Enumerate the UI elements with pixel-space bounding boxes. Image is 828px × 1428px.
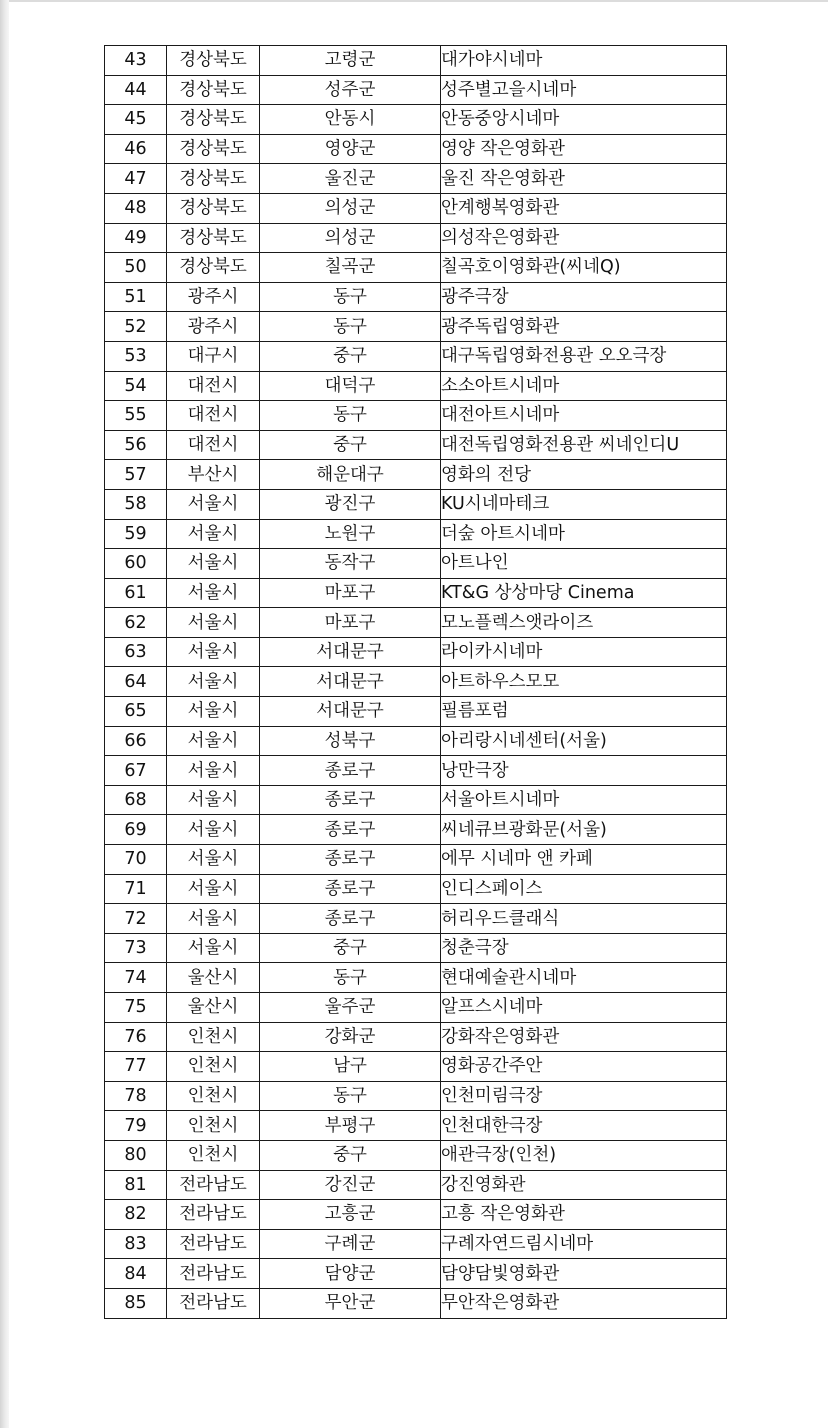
theater-name-cell: 안동중앙시네마 [441, 105, 727, 135]
province-cell: 경상북도 [167, 105, 260, 135]
page-top-edge [9, 0, 828, 2]
table-row [105, 993, 727, 1023]
table-row [105, 1111, 727, 1141]
district-cell: 강진군 [260, 1170, 441, 1200]
row-number: 77 [105, 1052, 167, 1082]
district-cell: 강화군 [260, 1022, 441, 1052]
row-number: 45 [105, 105, 167, 135]
row-number: 59 [105, 519, 167, 549]
theater-name-cell: 대구독립영화전용관 오오극장 [441, 341, 727, 371]
table-row [105, 904, 727, 934]
province-cell: 서울시 [167, 637, 260, 667]
province-cell: 경상북도 [167, 253, 260, 283]
theater-table-body [105, 46, 727, 1319]
theater-name-cell: 인천미림극장 [441, 1081, 727, 1111]
row-number: 48 [105, 193, 167, 223]
district-cell: 성북구 [260, 726, 441, 756]
row-number: 57 [105, 460, 167, 490]
province-cell: 인천시 [167, 1140, 260, 1170]
theater-name-cell: 대전아트시네마 [441, 401, 727, 431]
district-cell: 안동시 [260, 105, 441, 135]
table-row [105, 164, 727, 194]
table-row [105, 1140, 727, 1170]
province-cell: 서울시 [167, 667, 260, 697]
district-cell: 중구 [260, 1140, 441, 1170]
theater-name-cell: 울진 작은영화관 [441, 164, 727, 194]
row-number: 46 [105, 134, 167, 164]
row-number: 74 [105, 963, 167, 993]
district-cell: 의성군 [260, 223, 441, 253]
province-cell: 서울시 [167, 578, 260, 608]
district-cell: 동구 [260, 282, 441, 312]
province-cell: 경상북도 [167, 46, 260, 76]
theater-name-cell: 광주극장 [441, 282, 727, 312]
theater-name-cell: 서울아트시네마 [441, 785, 727, 815]
row-number: 71 [105, 874, 167, 904]
row-number: 62 [105, 608, 167, 638]
province-cell: 광주시 [167, 312, 260, 342]
theater-name-cell: 모노플렉스앳라이즈 [441, 608, 727, 638]
table-row [105, 874, 727, 904]
row-number: 73 [105, 933, 167, 963]
table-row [105, 489, 727, 519]
theater-name-cell: 안계행복영화관 [441, 193, 727, 223]
district-cell: 해운대구 [260, 460, 441, 490]
row-number: 63 [105, 637, 167, 667]
district-cell: 부평구 [260, 1111, 441, 1141]
row-number: 64 [105, 667, 167, 697]
table-row [105, 1170, 727, 1200]
district-cell: 중구 [260, 430, 441, 460]
district-cell: 울주군 [260, 993, 441, 1023]
row-number: 72 [105, 904, 167, 934]
row-number: 82 [105, 1200, 167, 1230]
theater-name-cell: 씨네큐브광화문(서울) [441, 815, 727, 845]
theater-name-cell: 아리랑시네센터(서울) [441, 726, 727, 756]
province-cell: 울산시 [167, 963, 260, 993]
table-row [105, 1200, 727, 1230]
theater-name-cell: 아트나인 [441, 549, 727, 579]
theater-name-cell: 낭만극장 [441, 756, 727, 786]
table-row [105, 401, 727, 431]
province-cell: 서울시 [167, 549, 260, 579]
row-number: 75 [105, 993, 167, 1023]
row-number: 84 [105, 1259, 167, 1289]
province-cell: 경상북도 [167, 164, 260, 194]
district-cell: 동구 [260, 1081, 441, 1111]
table-row [105, 549, 727, 579]
row-number: 51 [105, 282, 167, 312]
district-cell: 종로구 [260, 785, 441, 815]
province-cell: 경상북도 [167, 223, 260, 253]
table-row [105, 726, 727, 756]
table-row [105, 460, 727, 490]
theater-name-cell: 영화의 전당 [441, 460, 727, 490]
row-number: 83 [105, 1229, 167, 1259]
district-cell: 종로구 [260, 874, 441, 904]
district-cell: 종로구 [260, 815, 441, 845]
theater-name-cell: 인천대한극장 [441, 1111, 727, 1141]
province-cell: 경상북도 [167, 75, 260, 105]
row-number: 43 [105, 46, 167, 76]
district-cell: 종로구 [260, 845, 441, 875]
row-number: 78 [105, 1081, 167, 1111]
theater-table [104, 45, 727, 1319]
table-row [105, 697, 727, 727]
row-number: 58 [105, 489, 167, 519]
theater-name-cell: 인디스페이스 [441, 874, 727, 904]
row-number: 49 [105, 223, 167, 253]
table-row [105, 371, 727, 401]
district-cell: 서대문구 [260, 637, 441, 667]
district-cell: 칠곡군 [260, 253, 441, 283]
province-cell: 대전시 [167, 430, 260, 460]
district-cell: 광진구 [260, 489, 441, 519]
district-cell: 울진군 [260, 164, 441, 194]
table-row [105, 75, 727, 105]
province-cell: 서울시 [167, 815, 260, 845]
province-cell: 서울시 [167, 519, 260, 549]
table-row [105, 134, 727, 164]
district-cell: 중구 [260, 341, 441, 371]
district-cell: 영양군 [260, 134, 441, 164]
row-number: 68 [105, 785, 167, 815]
district-cell: 종로구 [260, 756, 441, 786]
district-cell: 동구 [260, 401, 441, 431]
theater-name-cell: 강화작은영화관 [441, 1022, 727, 1052]
table-row [105, 578, 727, 608]
table-row [105, 1288, 727, 1318]
district-cell: 고령군 [260, 46, 441, 76]
province-cell: 서울시 [167, 845, 260, 875]
table-row [105, 430, 727, 460]
theater-name-cell: 현대예술관시네마 [441, 963, 727, 993]
row-number: 54 [105, 371, 167, 401]
district-cell: 마포구 [260, 608, 441, 638]
table-row [105, 1229, 727, 1259]
table-row [105, 667, 727, 697]
table-row [105, 519, 727, 549]
province-cell: 인천시 [167, 1022, 260, 1052]
district-cell: 대덕구 [260, 371, 441, 401]
district-cell: 담양군 [260, 1259, 441, 1289]
theater-name-cell: 영양 작은영화관 [441, 134, 727, 164]
province-cell: 인천시 [167, 1052, 260, 1082]
province-cell: 대전시 [167, 371, 260, 401]
theater-name-cell: 에무 시네마 앤 카페 [441, 845, 727, 875]
district-cell: 동구 [260, 963, 441, 993]
table-row [105, 963, 727, 993]
province-cell: 서울시 [167, 874, 260, 904]
table-row [105, 105, 727, 135]
theater-name-cell: 강진영화관 [441, 1170, 727, 1200]
table-row [105, 341, 727, 371]
table-row [105, 637, 727, 667]
province-cell: 서울시 [167, 904, 260, 934]
table-row [105, 845, 727, 875]
theater-name-cell: 애관극장(인천) [441, 1140, 727, 1170]
province-cell: 전라남도 [167, 1229, 260, 1259]
row-number: 53 [105, 341, 167, 371]
row-number: 81 [105, 1170, 167, 1200]
district-cell: 의성군 [260, 193, 441, 223]
district-cell: 서대문구 [260, 697, 441, 727]
theater-name-cell: 아트하우스모모 [441, 667, 727, 697]
theater-name-cell: 허리우드클래식 [441, 904, 727, 934]
table-row [105, 1022, 727, 1052]
province-cell: 전라남도 [167, 1288, 260, 1318]
theater-name-cell: 담양담빛영화관 [441, 1259, 727, 1289]
table-row [105, 193, 727, 223]
theater-name-cell: KU시네마테크 [441, 489, 727, 519]
province-cell: 서울시 [167, 933, 260, 963]
province-cell: 서울시 [167, 608, 260, 638]
district-cell: 종로구 [260, 904, 441, 934]
district-cell: 고흥군 [260, 1200, 441, 1230]
theater-name-cell: 알프스시네마 [441, 993, 727, 1023]
theater-name-cell: 라이카시네마 [441, 637, 727, 667]
province-cell: 전라남도 [167, 1259, 260, 1289]
table-row [105, 282, 727, 312]
row-number: 69 [105, 815, 167, 845]
row-number: 85 [105, 1288, 167, 1318]
province-cell: 광주시 [167, 282, 260, 312]
province-cell: 전라남도 [167, 1200, 260, 1230]
table-row [105, 608, 727, 638]
district-cell: 마포구 [260, 578, 441, 608]
theater-name-cell: 더숲 아트시네마 [441, 519, 727, 549]
theater-name-cell: 대전독립영화전용관 씨네인디U [441, 430, 727, 460]
province-cell: 인천시 [167, 1081, 260, 1111]
row-number: 65 [105, 697, 167, 727]
province-cell: 경상북도 [167, 193, 260, 223]
table-row [105, 933, 727, 963]
province-cell: 서울시 [167, 697, 260, 727]
theater-name-cell: 성주별고을시네마 [441, 75, 727, 105]
page-left-edge-shadow [0, 0, 9, 1428]
district-cell: 남구 [260, 1052, 441, 1082]
table-row [105, 756, 727, 786]
district-cell: 구례군 [260, 1229, 441, 1259]
theater-name-cell: 무안작은영화관 [441, 1288, 727, 1318]
province-cell: 전라남도 [167, 1170, 260, 1200]
province-cell: 대구시 [167, 341, 260, 371]
row-number: 61 [105, 578, 167, 608]
table-row [105, 253, 727, 283]
theater-name-cell: 소소아트시네마 [441, 371, 727, 401]
theater-name-cell: KT&G 상상마당 Cinema [441, 578, 727, 608]
row-number: 76 [105, 1022, 167, 1052]
row-number: 44 [105, 75, 167, 105]
row-number: 79 [105, 1111, 167, 1141]
province-cell: 서울시 [167, 726, 260, 756]
province-cell: 서울시 [167, 785, 260, 815]
province-cell: 대전시 [167, 401, 260, 431]
province-cell: 서울시 [167, 489, 260, 519]
province-cell: 인천시 [167, 1111, 260, 1141]
table-row [105, 312, 727, 342]
district-cell: 노원구 [260, 519, 441, 549]
row-number: 60 [105, 549, 167, 579]
theater-name-cell: 칠곡호이영화관(씨네Q) [441, 253, 727, 283]
theater-name-cell: 의성작은영화관 [441, 223, 727, 253]
district-cell: 서대문구 [260, 667, 441, 697]
table-row [105, 223, 727, 253]
table-row [105, 785, 727, 815]
district-cell: 중구 [260, 933, 441, 963]
theater-name-cell: 광주독립영화관 [441, 312, 727, 342]
table-row [105, 1052, 727, 1082]
theater-name-cell: 대가야시네마 [441, 46, 727, 76]
province-cell: 부산시 [167, 460, 260, 490]
table-row [105, 815, 727, 845]
district-cell: 성주군 [260, 75, 441, 105]
province-cell: 서울시 [167, 756, 260, 786]
row-number: 67 [105, 756, 167, 786]
table-row [105, 1081, 727, 1111]
theater-name-cell: 영화공간주안 [441, 1052, 727, 1082]
district-cell: 동작구 [260, 549, 441, 579]
theater-name-cell: 고흥 작은영화관 [441, 1200, 727, 1230]
row-number: 47 [105, 164, 167, 194]
row-number: 50 [105, 253, 167, 283]
theater-name-cell: 구례자연드림시네마 [441, 1229, 727, 1259]
table-row [105, 46, 727, 76]
row-number: 80 [105, 1140, 167, 1170]
row-number: 55 [105, 401, 167, 431]
row-number: 56 [105, 430, 167, 460]
district-cell: 동구 [260, 312, 441, 342]
table-row [105, 1259, 727, 1289]
district-cell: 무안군 [260, 1288, 441, 1318]
row-number: 70 [105, 845, 167, 875]
row-number: 52 [105, 312, 167, 342]
province-cell: 경상북도 [167, 134, 260, 164]
province-cell: 울산시 [167, 993, 260, 1023]
theater-name-cell: 청춘극장 [441, 933, 727, 963]
row-number: 66 [105, 726, 167, 756]
theater-name-cell: 필름포럼 [441, 697, 727, 727]
